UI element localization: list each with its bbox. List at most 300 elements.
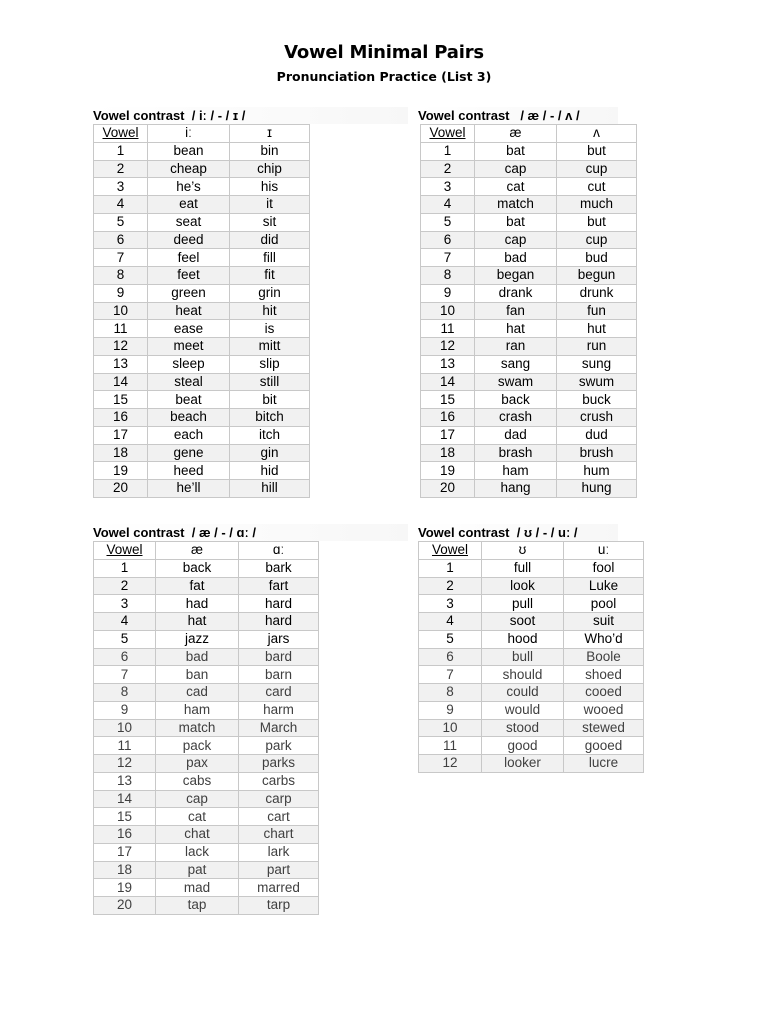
table-row (94, 790, 319, 808)
pair-word: is (230, 320, 310, 338)
pair-word: match (156, 719, 239, 737)
pair-word: lark (239, 843, 319, 861)
pair-number: 6 (419, 648, 482, 666)
pair-number: 2 (94, 577, 156, 595)
sound-column-header: æ (475, 125, 557, 143)
pair-word: hill (230, 480, 310, 498)
pair-number: 17 (421, 426, 475, 444)
pair-number: 6 (94, 231, 148, 249)
pair-word: crash (475, 409, 557, 427)
pair-word: parks (239, 755, 319, 773)
pair-word: card (239, 684, 319, 702)
pair-number: 18 (94, 444, 148, 462)
table-row (421, 409, 637, 427)
table-row (421, 480, 637, 498)
pair-word: heed (148, 462, 230, 480)
pair-word: hat (475, 320, 557, 338)
pair-word: bad (475, 249, 557, 267)
pair-word: deed (148, 231, 230, 249)
pair-number: 7 (94, 249, 148, 267)
pair-word: hit (230, 302, 310, 320)
table-row (94, 879, 319, 897)
table-row (94, 178, 310, 196)
pair-word: ban (156, 666, 239, 684)
vowel-column-header: Vowel (421, 125, 475, 143)
pair-word: hum (557, 462, 637, 480)
sound-column-header: æ (156, 542, 239, 560)
table-row (421, 444, 637, 462)
pair-word: bitch (230, 409, 310, 427)
contrast-heading: Vowel contrast / iː / - / ɪ / (93, 107, 408, 124)
pair-number: 10 (94, 719, 156, 737)
pair-word: bad (156, 648, 239, 666)
table-row (94, 320, 310, 338)
table-row (94, 701, 319, 719)
pair-number: 7 (419, 666, 482, 684)
pair-word: ran (475, 338, 557, 356)
pair-number: 1 (94, 559, 156, 577)
pair-number: 11 (94, 320, 148, 338)
pair-word: brash (475, 444, 557, 462)
pair-word: fun (557, 302, 637, 320)
pair-word: began (475, 267, 557, 285)
table-row (421, 462, 637, 480)
pair-number: 11 (421, 320, 475, 338)
pair-word: back (475, 391, 557, 409)
table-row (94, 267, 310, 285)
pair-number: 4 (421, 196, 475, 214)
pair-word: meet (148, 338, 230, 356)
pair-word: but (557, 142, 637, 160)
pair-word: ease (148, 320, 230, 338)
pair-number: 17 (94, 843, 156, 861)
pair-word: suit (564, 613, 644, 631)
pair-number: 19 (421, 462, 475, 480)
pair-word: drunk (557, 284, 637, 302)
pair-word: each (148, 426, 230, 444)
pair-number: 9 (94, 701, 156, 719)
pair-number: 8 (419, 684, 482, 702)
table-row (419, 684, 644, 702)
pair-word: stewed (564, 719, 644, 737)
table-row (421, 213, 637, 231)
pair-word: sit (230, 213, 310, 231)
pair-word: should (482, 666, 564, 684)
pair-number: 8 (94, 684, 156, 702)
pair-word: March (239, 719, 319, 737)
pair-word: fan (475, 302, 557, 320)
document-subtitle: Pronunciation Practice (List 3) (276, 69, 492, 84)
pair-word: hard (239, 613, 319, 631)
pair-word: drank (475, 284, 557, 302)
pair-number: 5 (94, 630, 156, 648)
table-row (94, 719, 319, 737)
pair-word: match (475, 196, 557, 214)
pair-number: 18 (94, 861, 156, 879)
pair-number: 15 (94, 391, 148, 409)
table-row (94, 231, 310, 249)
table-header-row (94, 542, 319, 560)
pair-word: chart (239, 826, 319, 844)
pair-number: 6 (421, 231, 475, 249)
pair-word: it (230, 196, 310, 214)
pair-word: gene (148, 444, 230, 462)
pair-number: 5 (419, 630, 482, 648)
pair-number: 8 (421, 267, 475, 285)
pair-word: good (482, 737, 564, 755)
table-row (421, 338, 637, 356)
pair-word: Luke (564, 577, 644, 595)
table-row (419, 630, 644, 648)
pair-word: hat (156, 613, 239, 631)
table-row (421, 373, 637, 391)
pair-word: would (482, 701, 564, 719)
pair-number: 1 (419, 559, 482, 577)
table-row (94, 391, 310, 409)
pair-word: he’ll (148, 480, 230, 498)
table-row (419, 595, 644, 613)
minimal-pairs-table (418, 541, 644, 773)
table-row (94, 737, 319, 755)
pair-word: stood (482, 719, 564, 737)
pair-word: cat (156, 808, 239, 826)
table-row (421, 231, 637, 249)
pair-word: swam (475, 373, 557, 391)
pair-word: feet (148, 267, 230, 285)
pair-word: cup (557, 160, 637, 178)
table-row (421, 284, 637, 302)
table-row (94, 861, 319, 879)
pair-word: looker (482, 755, 564, 773)
table-row (94, 480, 310, 498)
pair-number: 8 (94, 267, 148, 285)
pair-number: 7 (94, 666, 156, 684)
table-row (94, 373, 310, 391)
table-row (94, 426, 310, 444)
pair-word: ham (475, 462, 557, 480)
pair-word: feel (148, 249, 230, 267)
pair-word: chat (156, 826, 239, 844)
pair-word: cup (557, 231, 637, 249)
pair-number: 9 (421, 284, 475, 302)
vowel-column-header: Vowel (94, 125, 148, 143)
table-row (94, 338, 310, 356)
pair-number: 13 (94, 772, 156, 790)
pair-number: 6 (94, 648, 156, 666)
table-row (94, 213, 310, 231)
pair-number: 20 (94, 480, 148, 498)
pair-number: 17 (94, 426, 148, 444)
pair-word: still (230, 373, 310, 391)
table-row (419, 719, 644, 737)
pair-number: 19 (94, 462, 148, 480)
table-row (94, 684, 319, 702)
contrast-heading: Vowel contrast / ʊ / - / uː / (418, 524, 618, 541)
pair-word: pat (156, 861, 239, 879)
pair-word: cut (557, 178, 637, 196)
sound-column-header: uː (564, 542, 644, 560)
pair-word: gooed (564, 737, 644, 755)
document-title: Vowel Minimal Pairs (284, 42, 484, 63)
contrast-heading: Vowel contrast / æ / - / ɑː / (93, 524, 408, 541)
pair-word: pax (156, 755, 239, 773)
pair-word: could (482, 684, 564, 702)
pair-word: green (148, 284, 230, 302)
pair-word: cart (239, 808, 319, 826)
pair-word: begun (557, 267, 637, 285)
pair-word: buck (557, 391, 637, 409)
table-row (94, 843, 319, 861)
table-row (94, 666, 319, 684)
table-row (94, 755, 319, 773)
table-row (421, 391, 637, 409)
contrast-block-ae-uh (418, 107, 637, 498)
contrast-block-ae-ah (93, 524, 408, 915)
table-row (94, 595, 319, 613)
pair-word: hut (557, 320, 637, 338)
table-row (94, 302, 310, 320)
pair-word: ham (156, 701, 239, 719)
pair-word: wooed (564, 701, 644, 719)
pair-number: 3 (419, 595, 482, 613)
pair-word: soot (482, 613, 564, 631)
pair-word: bat (475, 142, 557, 160)
pair-word: swum (557, 373, 637, 391)
minimal-pairs-table (93, 124, 310, 498)
table-row (94, 409, 310, 427)
table-row (94, 249, 310, 267)
table-row (419, 737, 644, 755)
pair-word: grin (230, 284, 310, 302)
table-row (421, 196, 637, 214)
pair-word: hood (482, 630, 564, 648)
pair-number: 15 (421, 391, 475, 409)
table-row (94, 196, 310, 214)
table-row (94, 559, 319, 577)
table-row (419, 648, 644, 666)
pair-word: run (557, 338, 637, 356)
table-row (421, 426, 637, 444)
pair-word: cap (156, 790, 239, 808)
pair-number: 2 (421, 160, 475, 178)
pair-word: barn (239, 666, 319, 684)
table-row (94, 577, 319, 595)
pair-word: beat (148, 391, 230, 409)
table-header-row (94, 125, 310, 143)
pair-word: mad (156, 879, 239, 897)
pair-word: hang (475, 480, 557, 498)
pair-word: slip (230, 355, 310, 373)
pair-word: fat (156, 577, 239, 595)
pair-number: 1 (421, 142, 475, 160)
pair-word: part (239, 861, 319, 879)
table-row (421, 178, 637, 196)
table-row (421, 302, 637, 320)
pair-word: sleep (148, 355, 230, 373)
pair-word: carp (239, 790, 319, 808)
table-row (421, 142, 637, 160)
pair-word: jars (239, 630, 319, 648)
pair-word: seat (148, 213, 230, 231)
pair-word: bard (239, 648, 319, 666)
pair-word: hard (239, 595, 319, 613)
pair-number: 7 (421, 249, 475, 267)
pair-word: hid (230, 462, 310, 480)
table-row (419, 666, 644, 684)
sound-column-header: ɑː (239, 542, 319, 560)
pair-number: 12 (419, 755, 482, 773)
table-header-row (419, 542, 644, 560)
pair-number: 3 (421, 178, 475, 196)
pair-word: lack (156, 843, 239, 861)
table-row (94, 648, 319, 666)
pair-word: he’s (148, 178, 230, 196)
pair-word: carbs (239, 772, 319, 790)
pair-number: 9 (94, 284, 148, 302)
pair-word: Who’d (564, 630, 644, 648)
pair-word: pack (156, 737, 239, 755)
table-header-row (421, 125, 637, 143)
pair-number: 15 (94, 808, 156, 826)
pair-word: bin (230, 142, 310, 160)
table-row (94, 444, 310, 462)
table-row (421, 355, 637, 373)
pair-word: but (557, 213, 637, 231)
pair-number: 16 (421, 409, 475, 427)
sound-column-header: ʊ (482, 542, 564, 560)
pair-word: shoed (564, 666, 644, 684)
pair-word: bat (475, 213, 557, 231)
pair-word: bull (482, 648, 564, 666)
pair-number: 5 (421, 213, 475, 231)
pair-word: back (156, 559, 239, 577)
pair-word: gin (230, 444, 310, 462)
sound-column-header: ɪ (230, 125, 310, 143)
pair-number: 16 (94, 826, 156, 844)
pair-number: 3 (94, 595, 156, 613)
pair-word: itch (230, 426, 310, 444)
pair-word: mitt (230, 338, 310, 356)
table-row (421, 249, 637, 267)
table-row (94, 897, 319, 915)
pair-word: fill (230, 249, 310, 267)
pair-number: 20 (94, 897, 156, 915)
minimal-pairs-table (93, 541, 319, 915)
pair-word: did (230, 231, 310, 249)
table-row (94, 355, 310, 373)
table-row (421, 320, 637, 338)
pair-word: heat (148, 302, 230, 320)
pair-word: cap (475, 231, 557, 249)
minimal-pairs-table (420, 124, 637, 498)
pair-word: harm (239, 701, 319, 719)
pair-word: look (482, 577, 564, 595)
pair-word: fit (230, 267, 310, 285)
pair-number: 4 (94, 613, 156, 631)
pair-word: cad (156, 684, 239, 702)
pair-word: hung (557, 480, 637, 498)
pair-number: 10 (94, 302, 148, 320)
table-row (419, 701, 644, 719)
pair-word: much (557, 196, 637, 214)
pair-word: cooed (564, 684, 644, 702)
pair-number: 12 (94, 755, 156, 773)
pair-word: pull (482, 595, 564, 613)
pair-number: 12 (421, 338, 475, 356)
table-row (419, 559, 644, 577)
pair-word: marred (239, 879, 319, 897)
pair-number: 4 (419, 613, 482, 631)
pair-word: brush (557, 444, 637, 462)
table-row (94, 826, 319, 844)
vowel-column-header: Vowel (94, 542, 156, 560)
pair-number: 9 (419, 701, 482, 719)
pair-word: park (239, 737, 319, 755)
pair-number: 19 (94, 879, 156, 897)
pair-word: steal (148, 373, 230, 391)
pair-number: 2 (419, 577, 482, 595)
pair-word: tap (156, 897, 239, 915)
pair-word: sung (557, 355, 637, 373)
pair-number: 18 (421, 444, 475, 462)
pair-number: 12 (94, 338, 148, 356)
pair-number: 1 (94, 142, 148, 160)
contrast-block-oo-uu (418, 524, 644, 773)
pair-word: his (230, 178, 310, 196)
pair-number: 11 (419, 737, 482, 755)
table-row (94, 630, 319, 648)
pair-word: dud (557, 426, 637, 444)
pair-word: cat (475, 178, 557, 196)
pair-word: fart (239, 577, 319, 595)
pair-number: 14 (421, 373, 475, 391)
pair-word: full (482, 559, 564, 577)
table-row (419, 755, 644, 773)
table-row (94, 462, 310, 480)
pair-word: Boole (564, 648, 644, 666)
sound-column-header: ʌ (557, 125, 637, 143)
pair-word: cheap (148, 160, 230, 178)
table-row (94, 613, 319, 631)
pair-number: 5 (94, 213, 148, 231)
pair-number: 16 (94, 409, 148, 427)
pair-number: 14 (94, 790, 156, 808)
table-row (94, 772, 319, 790)
table-row (94, 142, 310, 160)
pair-word: bean (148, 142, 230, 160)
pair-word: bit (230, 391, 310, 409)
contrast-heading: Vowel contrast / æ / - / ʌ / (418, 107, 618, 124)
table-row (94, 160, 310, 178)
pair-number: 10 (421, 302, 475, 320)
pair-word: crush (557, 409, 637, 427)
pair-word: sang (475, 355, 557, 373)
table-row (421, 267, 637, 285)
pair-number: 3 (94, 178, 148, 196)
pair-number: 13 (94, 355, 148, 373)
pair-word: beach (148, 409, 230, 427)
pair-number: 20 (421, 480, 475, 498)
pair-word: pool (564, 595, 644, 613)
pair-word: dad (475, 426, 557, 444)
pair-number: 11 (94, 737, 156, 755)
table-row (421, 160, 637, 178)
table-row (419, 577, 644, 595)
sound-column-header: iː (148, 125, 230, 143)
pair-word: eat (148, 196, 230, 214)
pair-word: chip (230, 160, 310, 178)
pair-word: bud (557, 249, 637, 267)
